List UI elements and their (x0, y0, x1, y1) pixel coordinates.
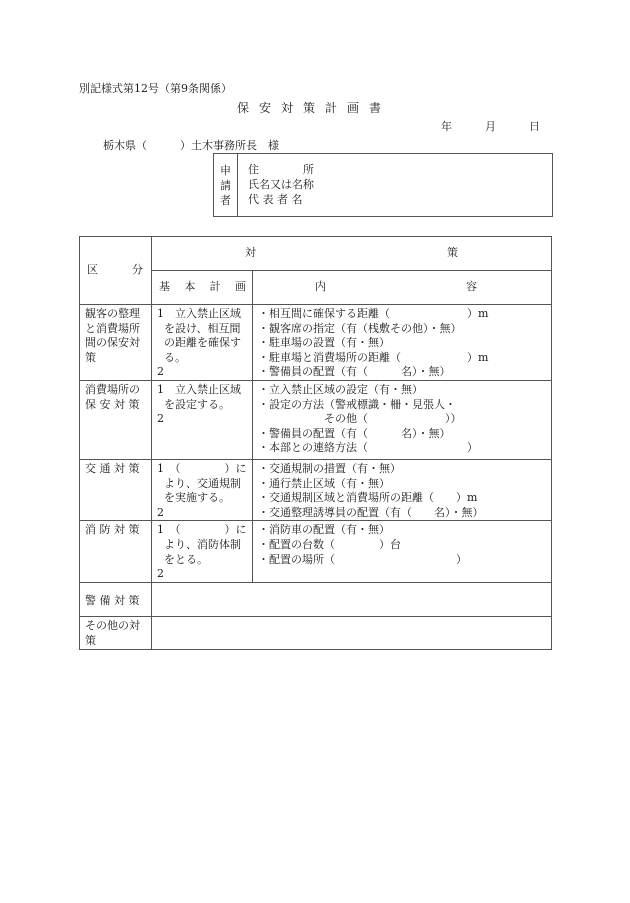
contents-item: ・立入禁止区域の設定（有・無） (258, 382, 423, 396)
plan-line: 1 立入禁止区域 (157, 382, 241, 396)
date-month: 月 (485, 120, 496, 133)
applicant-fields (248, 162, 314, 207)
category-line: と消費場所 (85, 321, 140, 335)
header-naiyou (253, 271, 552, 305)
document-title: 保安対策計画書 (237, 101, 392, 115)
category-line: 保 安 対 策 (85, 397, 140, 411)
date-line (441, 118, 540, 134)
contents-cell[interactable] (253, 305, 552, 381)
plan-line: を設定する。 (164, 397, 230, 411)
applicant-label-char: 申 (220, 163, 231, 177)
addressee: 栃木県（ ）土木事務所長 様 (103, 139, 279, 152)
category-line: 観客の整理 (85, 307, 140, 320)
header-taisaku (152, 237, 552, 271)
address-field[interactable]: 住 所 (248, 163, 314, 176)
header-char: 計 (209, 280, 221, 294)
table-row (80, 583, 552, 617)
plan-line: を実施する。 (164, 491, 230, 505)
category-line: 交 通 対 策 (85, 461, 140, 475)
category-cell (80, 521, 152, 583)
table-row (80, 521, 552, 583)
category-line: 消 防 対 策 (85, 523, 140, 537)
category-line: その他の対 (85, 619, 140, 633)
table-row (80, 617, 552, 650)
form-number: 別記様式第12号（第9条関係） (79, 82, 232, 95)
contents-item: ・本部との連絡方法（ ） (258, 441, 478, 455)
contents-item: ・設定の方法（警戒標識・柵・見張人・ (258, 397, 456, 411)
category-cell (80, 617, 152, 650)
plan-line: より、消防体制 (164, 537, 241, 551)
plan-line: 2 (157, 412, 164, 426)
header-naiyou-right: 容 (466, 280, 477, 294)
plan-line: 2 (157, 567, 164, 581)
category-cell (80, 380, 152, 459)
applicant-box (213, 153, 553, 217)
contents-cell[interactable] (253, 459, 552, 520)
header-naiyou-left: 内 (315, 280, 326, 294)
plan-line: より、交通規制 (164, 476, 241, 490)
category-line: 策 (85, 350, 96, 364)
contents-item: ・通行禁止区域（有・無） (258, 476, 390, 490)
category-cell (80, 305, 152, 381)
plan-cell[interactable] (152, 521, 253, 583)
plan-cell[interactable] (152, 305, 253, 381)
other-measures-input[interactable] (152, 617, 552, 650)
table-row (80, 459, 552, 520)
category-line: 警 備 対 策 (85, 593, 140, 607)
header-char: 基 (159, 280, 170, 294)
category-cell (80, 459, 152, 520)
security-measures-input[interactable] (152, 583, 552, 617)
date-day: 日 (529, 120, 540, 133)
contents-item: ・観客席の指定（有（桟敷その他）・無） (258, 321, 462, 335)
plan-line: 2 (157, 365, 164, 379)
plan-cell[interactable] (152, 459, 253, 520)
header-kihon-keikaku (152, 271, 253, 305)
contents-item: ・配置の場所（ ） (258, 552, 467, 566)
table-row (80, 380, 552, 459)
header-kubun (80, 237, 152, 305)
plan-line: の距離を確保す (164, 336, 241, 350)
contents-cell[interactable] (253, 380, 552, 459)
plan-line: 1 （ ）に (157, 461, 247, 475)
plan-line: 2 (157, 505, 164, 519)
header-taisaku-left: 対 (245, 246, 256, 260)
applicant-label-char: 者 (220, 193, 231, 207)
category-line: 策 (85, 633, 96, 647)
applicant-label (214, 154, 238, 216)
contents-item: ・交通規制の措置（有・無） (258, 461, 401, 475)
header-kubun-right: 分 (132, 263, 143, 277)
security-plan-table (79, 236, 552, 650)
table-row (80, 305, 552, 381)
contents-item: ・消防車の配置（有・無） (258, 523, 390, 537)
plan-line: をとる。 (164, 552, 208, 566)
date-year: 年 (441, 120, 452, 133)
contents-item: ・駐車場の設置（有・無） (258, 336, 390, 350)
contents-cell[interactable] (253, 521, 552, 583)
plan-line: 1 （ ）に (157, 523, 247, 537)
category-line: 間の保安対 (85, 336, 140, 350)
category-line: 消費場所の (85, 382, 140, 396)
applicant-label-char: 請 (220, 178, 231, 192)
plan-line: る。 (164, 350, 186, 364)
plan-line: 1 立入禁止区域 (157, 307, 241, 320)
header-char: 本 (184, 280, 196, 294)
contents-item: その他（ ）） (258, 412, 462, 426)
contents-item: ・駐車場と消費場所の距離（ ）m (258, 350, 489, 364)
header-taisaku-right: 策 (447, 246, 458, 260)
plan-line: を設け、相互間 (164, 321, 241, 335)
name-field[interactable]: 氏名又は名称 (248, 178, 314, 191)
header-kubun-left: 区 (87, 263, 98, 277)
contents-item: ・相互間に確保する距離（ ）m (258, 307, 489, 320)
header-char: 画 (234, 280, 246, 294)
plan-cell[interactable] (152, 380, 253, 459)
contents-item: ・警備員の配置（有（ 名）・無） (258, 365, 451, 379)
contents-item: ・警備員の配置（有（ 名）・無） (258, 426, 451, 440)
contents-item: ・配置の台数（ ）台 (258, 537, 401, 551)
contents-item: ・交通規制区域と消費場所の距離（ ）m (258, 491, 478, 505)
representative-field[interactable]: 代 表 者 名 (248, 193, 303, 206)
category-cell (80, 583, 152, 617)
contents-item: ・交通整理誘導員の配置（有（ 名）・無） (258, 505, 484, 519)
